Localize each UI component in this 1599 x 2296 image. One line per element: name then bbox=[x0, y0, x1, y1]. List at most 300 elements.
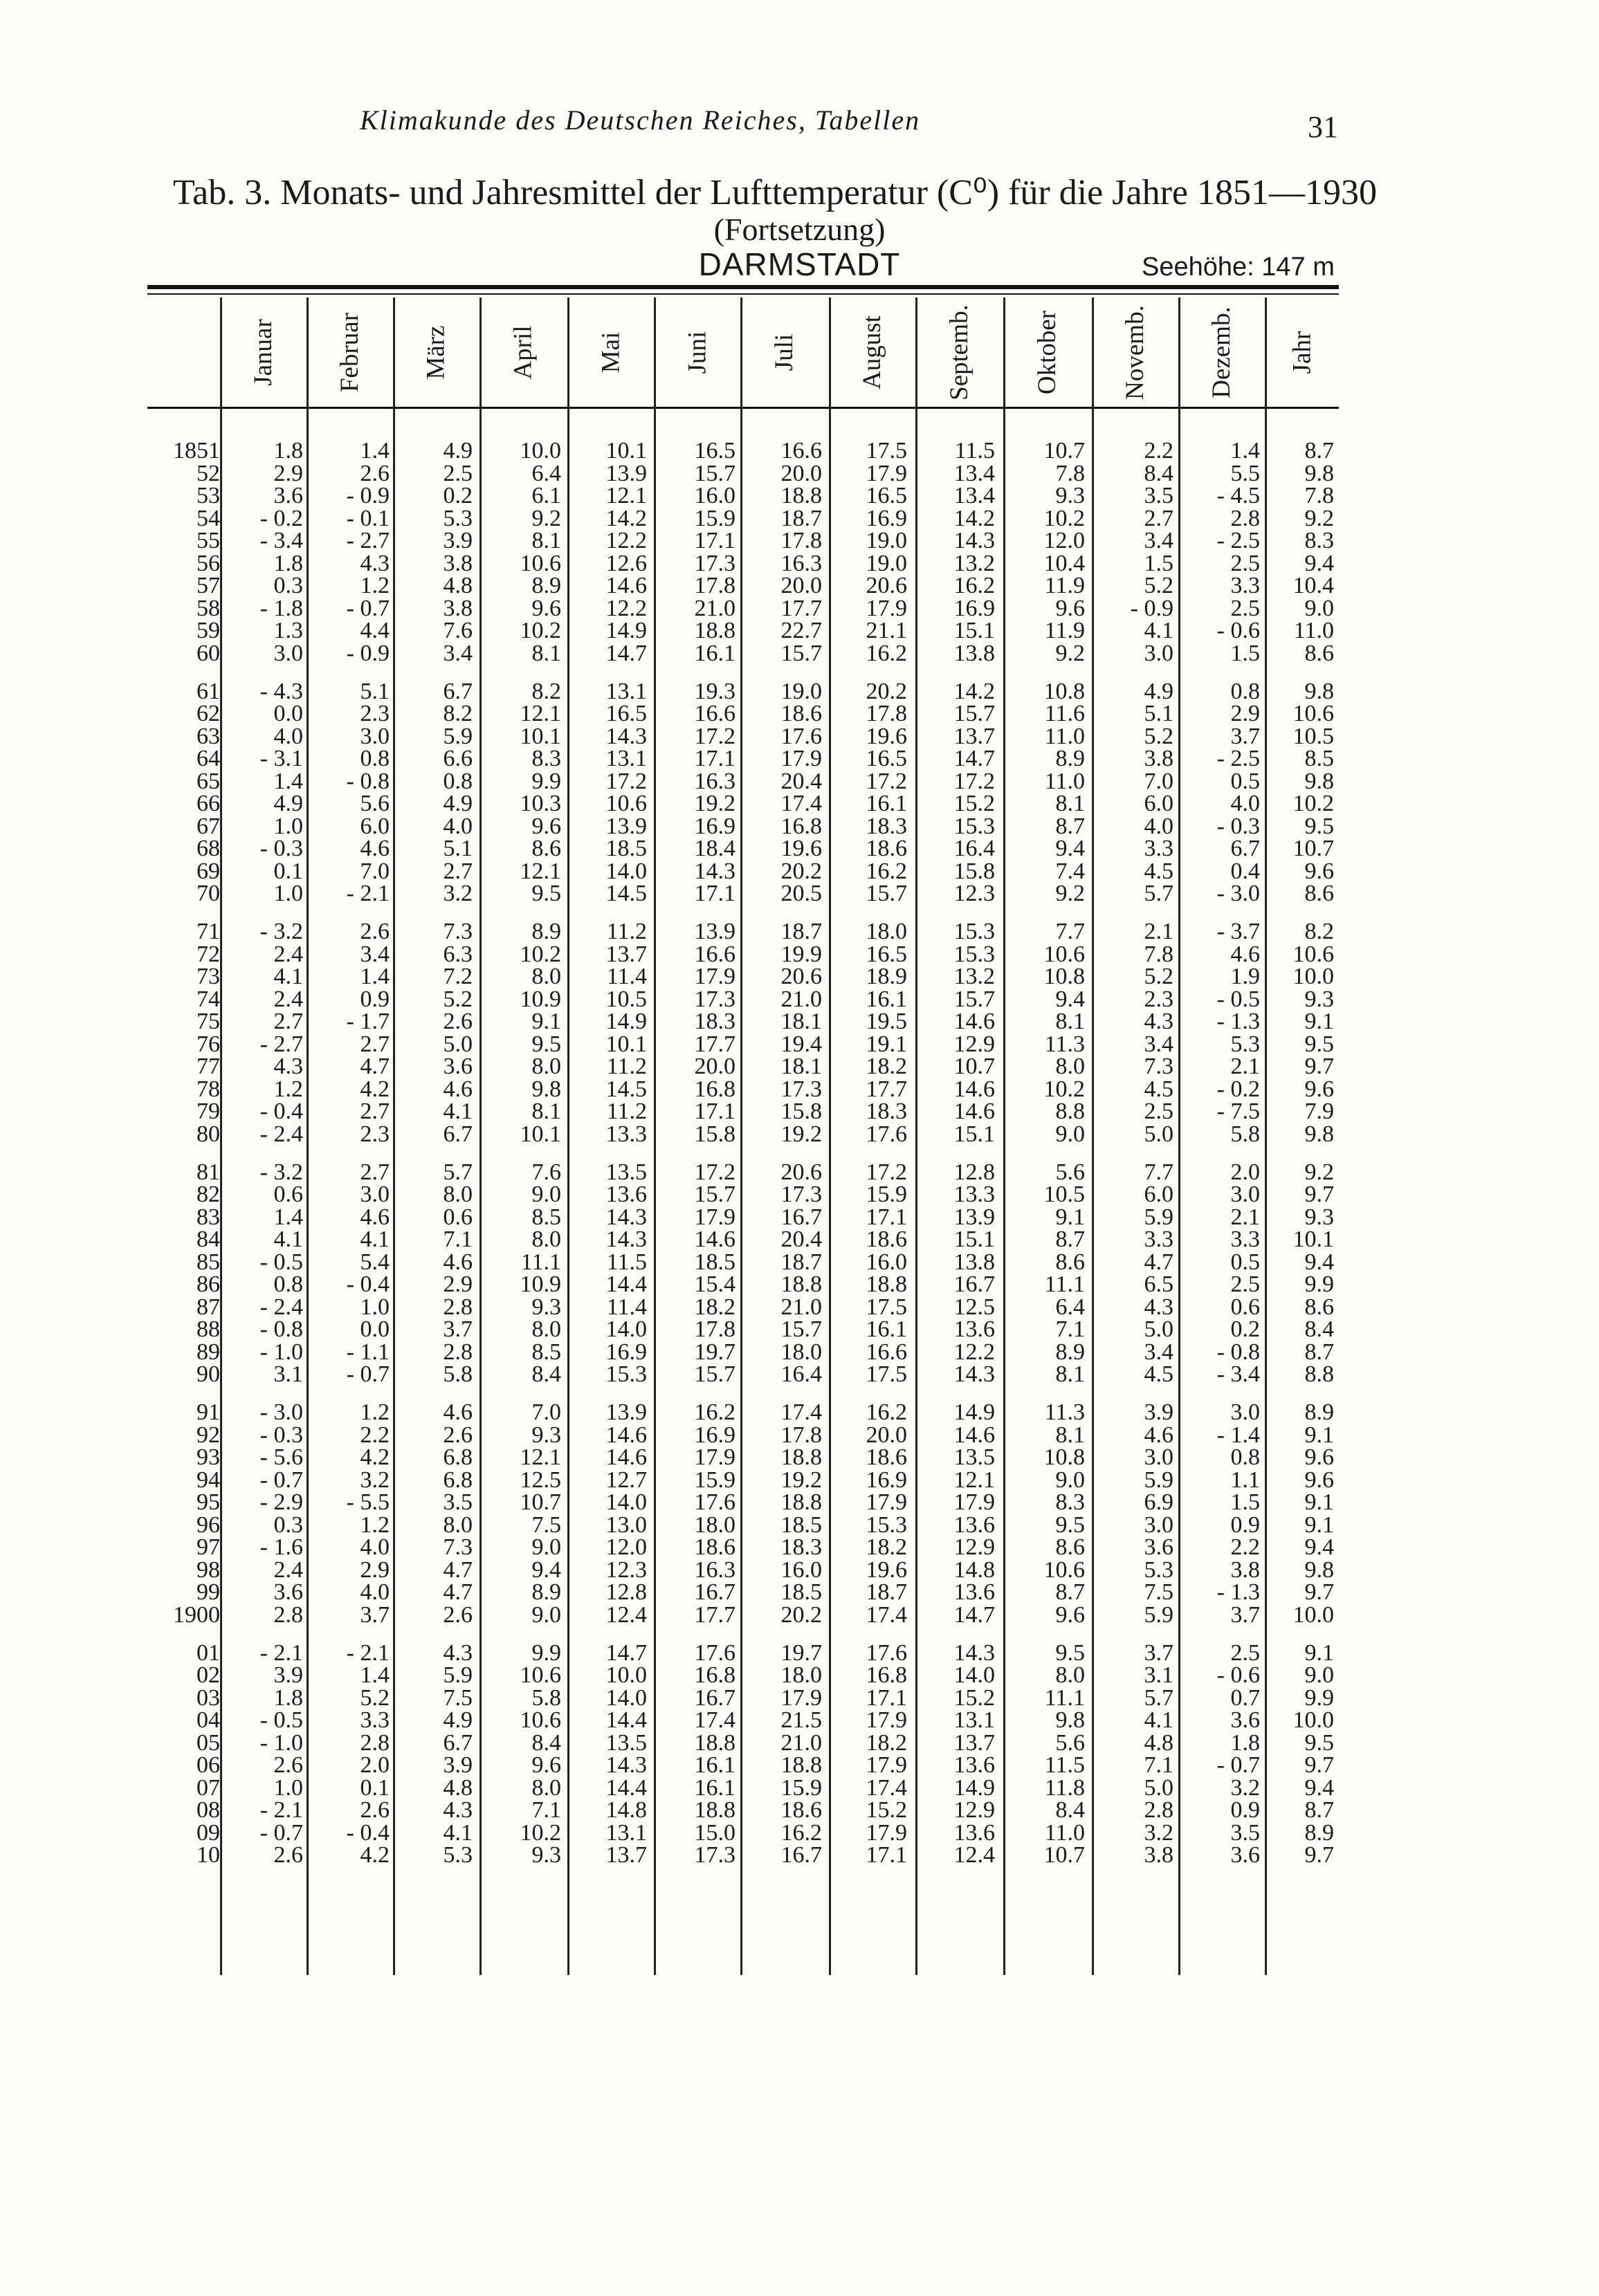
table-cell: 18.3 bbox=[780, 1534, 822, 1561]
table-cell: 9.1 bbox=[1304, 1009, 1334, 1035]
table-cell: 9.8 bbox=[1304, 460, 1334, 486]
table-cell: 1.0 bbox=[360, 1294, 390, 1320]
table-cell: 2.0 bbox=[1230, 1159, 1260, 1185]
table-cell: 18.8 bbox=[780, 483, 822, 509]
table-cell: 4.3 bbox=[1144, 1294, 1173, 1320]
table-cell: 10.9 bbox=[520, 986, 561, 1012]
table-cell: 5.6 bbox=[1055, 1729, 1085, 1756]
table-cell: 4.3 bbox=[443, 1640, 473, 1666]
table-cell: 8.2 bbox=[531, 678, 561, 704]
table-cell: 13.2 bbox=[953, 964, 995, 990]
table-cell: 3.8 bbox=[443, 550, 473, 576]
table-cell: 10.9 bbox=[520, 1271, 561, 1298]
table-cell: 3.3 bbox=[1144, 836, 1173, 862]
table-cell: 6.8 bbox=[443, 1467, 473, 1493]
table-cell: 19.5 bbox=[866, 1009, 907, 1035]
table-cell: 18.7 bbox=[780, 505, 822, 531]
table-cell: 8.4 bbox=[1055, 1797, 1085, 1824]
table-cell: - 2.1 bbox=[259, 1797, 303, 1824]
table-cell: 7.5 bbox=[1144, 1579, 1173, 1606]
table-cell: 10.5 bbox=[1043, 1182, 1085, 1208]
table-cell: 14.5 bbox=[605, 881, 647, 907]
table-cell: 11.4 bbox=[606, 1294, 647, 1320]
table-cell: 5.7 bbox=[1144, 1684, 1173, 1711]
table-cell: 7.6 bbox=[443, 618, 473, 644]
table-cell: 15.3 bbox=[953, 941, 995, 967]
table-cell: 3.5 bbox=[1144, 483, 1173, 509]
table-cell: 0.8 bbox=[1230, 678, 1260, 704]
table-row bbox=[147, 440, 1339, 462]
table-cell: 3.5 bbox=[443, 1489, 473, 1516]
table-cell: 4.3 bbox=[273, 1054, 303, 1080]
table-cell: 6.0 bbox=[1144, 791, 1173, 817]
table-cell: 2.5 bbox=[1230, 595, 1260, 621]
table-cell: 12.6 bbox=[605, 550, 647, 576]
table-cell: 4.9 bbox=[273, 791, 303, 817]
table-cell: 7.1 bbox=[531, 1797, 561, 1824]
table-cell: 11.5 bbox=[1044, 1752, 1085, 1779]
table-row bbox=[147, 1844, 1339, 1866]
table-cell: 4.6 bbox=[1144, 1422, 1173, 1448]
year-label: 65 bbox=[197, 768, 220, 794]
table-cell: 6.5 bbox=[1144, 1271, 1173, 1298]
table-cell: 11.2 bbox=[606, 1099, 647, 1125]
table-cell: 7.8 bbox=[1304, 483, 1334, 509]
table-cell: 2.6 bbox=[443, 1601, 473, 1628]
table-cell: 10.6 bbox=[1043, 1556, 1085, 1583]
table-cell: 4.4 bbox=[360, 618, 390, 644]
table-cell: 12.0 bbox=[1043, 528, 1085, 554]
table-cell: 13.6 bbox=[953, 1512, 995, 1538]
table-cell: 17.1 bbox=[694, 746, 735, 772]
table-cell: 2.3 bbox=[1144, 986, 1173, 1012]
table-cell: 13.9 bbox=[953, 1204, 995, 1230]
table-cell: 4.3 bbox=[1144, 1009, 1173, 1035]
table-cell: 10.7 bbox=[1292, 836, 1334, 862]
table-row bbox=[147, 768, 1339, 794]
table-cell: - 0.8 bbox=[259, 1316, 303, 1343]
table-cell: 14.3 bbox=[605, 1204, 647, 1230]
table-cell: - 0.9 bbox=[1130, 595, 1173, 621]
table-cell: - 0.9 bbox=[346, 483, 390, 509]
table-cell: 4.6 bbox=[443, 1076, 473, 1102]
table-cell: 17.6 bbox=[780, 723, 822, 749]
table-cell: 1.8 bbox=[273, 1684, 303, 1711]
table-cell: 9.7 bbox=[1304, 1842, 1334, 1868]
table-cell: 8.1 bbox=[1055, 1009, 1085, 1035]
table-cell: 20.5 bbox=[780, 881, 822, 907]
table-cell: 1.2 bbox=[360, 573, 390, 599]
table-cell: 17.8 bbox=[694, 573, 735, 599]
table-cell: - 1.3 bbox=[1216, 1579, 1260, 1606]
table-cell: 8.9 bbox=[531, 1579, 561, 1606]
table-cell: 5.9 bbox=[443, 1662, 473, 1689]
table-cell: 12.2 bbox=[605, 595, 647, 621]
table-cell: - 0.2 bbox=[1216, 1076, 1260, 1102]
table-row bbox=[147, 883, 1339, 905]
table-cell: 4.6 bbox=[1230, 941, 1260, 967]
table-cell: 9.6 bbox=[1055, 1601, 1085, 1628]
table-cell: 11.5 bbox=[954, 438, 995, 463]
table-row bbox=[147, 485, 1339, 507]
table-row bbox=[147, 703, 1339, 725]
table-cell: 16.4 bbox=[780, 1361, 822, 1388]
column-header bbox=[654, 297, 740, 407]
table-cell: 15.2 bbox=[866, 1797, 907, 1824]
year-label: 79 bbox=[197, 1099, 220, 1125]
table-cell: 19.4 bbox=[780, 1031, 822, 1057]
table-cell: 17.3 bbox=[694, 986, 735, 1012]
table-cell: 8.0 bbox=[1055, 1662, 1085, 1689]
table-cell: 5.2 bbox=[1144, 573, 1173, 599]
table-cell: 12.3 bbox=[953, 881, 995, 907]
table-cell: 14.9 bbox=[605, 1009, 647, 1035]
table-cell: 4.6 bbox=[443, 1399, 473, 1425]
year-label: 55 bbox=[197, 528, 220, 554]
table-cell: 2.8 bbox=[1230, 505, 1260, 531]
table-row bbox=[147, 1514, 1339, 1536]
table-cell: 3.4 bbox=[1144, 528, 1173, 554]
table-cell: 17.9 bbox=[866, 460, 907, 486]
table-cell: 13.0 bbox=[605, 1512, 647, 1538]
table-cell: 16.7 bbox=[694, 1579, 735, 1606]
table-cell: 0.6 bbox=[443, 1204, 473, 1230]
table-cell: 0.2 bbox=[443, 483, 473, 509]
table-cell: 14.9 bbox=[953, 1774, 995, 1801]
table-cell: - 2.1 bbox=[346, 1640, 390, 1666]
table-cell: 5.0 bbox=[443, 1031, 473, 1057]
table-row bbox=[147, 505, 1339, 531]
table-cell: 2.7 bbox=[360, 1099, 390, 1125]
table-cell: 6.6 bbox=[443, 746, 473, 772]
table-cell: 13.1 bbox=[605, 746, 647, 772]
table-cell: 11.8 bbox=[1044, 1774, 1085, 1801]
table-cell: 11.9 bbox=[1044, 618, 1085, 644]
table-cell: 8.9 bbox=[1304, 1399, 1334, 1425]
table-cell: 14.7 bbox=[605, 640, 647, 666]
table-cell: 13.5 bbox=[605, 1729, 647, 1756]
table-cell: 18.1 bbox=[780, 1054, 822, 1080]
table-cell: 2.8 bbox=[1144, 1797, 1173, 1824]
table-row bbox=[147, 1251, 1339, 1274]
table-cell: - 0.7 bbox=[346, 1361, 390, 1388]
table-cell: 8.0 bbox=[1055, 1054, 1085, 1080]
table-cell: 19.9 bbox=[780, 941, 822, 967]
table-cell: 15.3 bbox=[953, 813, 995, 839]
table-cell: 12.8 bbox=[953, 1159, 995, 1185]
table-cell: 9.6 bbox=[1304, 1076, 1334, 1102]
table-cell: 17.9 bbox=[780, 1684, 822, 1711]
table-cell: 7.5 bbox=[443, 1684, 473, 1711]
table-cell: - 5.5 bbox=[346, 1489, 390, 1516]
table-cell: 10.2 bbox=[1292, 791, 1334, 817]
table-cell: 3.3 bbox=[1230, 573, 1260, 599]
table-cell: 14.0 bbox=[605, 858, 647, 884]
table-cell: 11.0 bbox=[1293, 618, 1334, 644]
table-cell: 4.8 bbox=[443, 1774, 473, 1801]
table-cell: - 3.1 bbox=[259, 746, 303, 772]
table-cell: 16.6 bbox=[694, 941, 735, 967]
table-cell: 10.0 bbox=[520, 438, 561, 463]
table-cell: 9.6 bbox=[531, 813, 561, 839]
table-cell: 4.7 bbox=[1144, 1249, 1173, 1275]
table-cell: 2.8 bbox=[360, 1729, 390, 1756]
table-cell: 1.0 bbox=[273, 1774, 303, 1801]
table-cell: 10.0 bbox=[605, 1662, 647, 1689]
table-cell: 0.4 bbox=[1230, 858, 1260, 884]
table-cell: 9.2 bbox=[1304, 1159, 1334, 1185]
table-cell: 9.0 bbox=[531, 1182, 561, 1208]
table-cell: 13.1 bbox=[605, 678, 647, 704]
table-cell: 8.7 bbox=[1304, 1339, 1334, 1365]
table-cell: 19.6 bbox=[866, 723, 907, 749]
year-label: 1900 bbox=[173, 1601, 220, 1628]
table-row bbox=[147, 1031, 1339, 1057]
table-cell: 16.7 bbox=[694, 1684, 735, 1711]
table-cell: 12.1 bbox=[520, 1444, 561, 1471]
table-cell: 11.0 bbox=[1044, 768, 1085, 794]
year-label: 64 bbox=[197, 746, 220, 772]
table-cell: 0.9 bbox=[1230, 1512, 1260, 1538]
table-cell: 16.0 bbox=[694, 483, 735, 509]
table-cell: 4.5 bbox=[1144, 1076, 1173, 1102]
table-row bbox=[147, 1399, 1339, 1425]
table-cell: 4.7 bbox=[360, 1054, 390, 1080]
table-cell: 15.8 bbox=[694, 1121, 735, 1147]
table-cell: 15.9 bbox=[866, 1182, 907, 1208]
table-cell: 9.5 bbox=[1304, 813, 1334, 839]
table-cell: 9.1 bbox=[1304, 1512, 1334, 1538]
table-cell: 4.8 bbox=[443, 573, 473, 599]
table-cell: 2.5 bbox=[1230, 550, 1260, 576]
table-cell: 18.8 bbox=[780, 1489, 822, 1516]
table-cell: 16.8 bbox=[694, 1662, 735, 1689]
year-label: 73 bbox=[197, 964, 220, 990]
table-cell: 13.8 bbox=[953, 1249, 995, 1275]
table-cell: - 0.7 bbox=[259, 1819, 303, 1846]
table-cell: 19.1 bbox=[866, 1031, 907, 1057]
table-cell: 16.0 bbox=[866, 1249, 907, 1275]
table-cell: 3.0 bbox=[273, 640, 303, 666]
table-cell: 2.4 bbox=[273, 941, 303, 967]
table-cell: 14.6 bbox=[605, 573, 647, 599]
year-label: 99 bbox=[197, 1579, 220, 1606]
year-label: 69 bbox=[197, 858, 220, 884]
table-cell: - 0.7 bbox=[259, 1467, 303, 1493]
table-cell: - 4.5 bbox=[1216, 483, 1260, 509]
table-cell: 16.5 bbox=[605, 701, 647, 727]
table-cell: 11.1 bbox=[520, 1249, 561, 1275]
table-cell: 13.3 bbox=[605, 1121, 647, 1147]
table-cell: 7.9 bbox=[1304, 1099, 1334, 1125]
table-cell: 4.0 bbox=[360, 1579, 390, 1606]
table-cell: 11.3 bbox=[1044, 1399, 1085, 1425]
table-cell: 8.0 bbox=[531, 1227, 561, 1253]
table-cell: 6.7 bbox=[1230, 836, 1260, 862]
table-row bbox=[147, 1424, 1339, 1447]
table-cell: - 0.6 bbox=[1216, 1662, 1260, 1689]
table-cell: 9.6 bbox=[1304, 1444, 1334, 1471]
table-cell: - 2.5 bbox=[1216, 528, 1260, 554]
table-cell: 12.1 bbox=[605, 483, 647, 509]
table-cell: 13.7 bbox=[605, 941, 647, 967]
table-cell: 14.0 bbox=[953, 1662, 995, 1689]
table-cell: 17.7 bbox=[866, 1076, 907, 1102]
table-cell: 12.2 bbox=[605, 528, 647, 554]
table-cell: 16.3 bbox=[694, 768, 735, 794]
table-cell: 9.8 bbox=[1304, 768, 1334, 794]
table-cell: 18.2 bbox=[866, 1729, 907, 1756]
column-header bbox=[567, 297, 654, 407]
table-cell: 17.3 bbox=[694, 1842, 735, 1868]
table-cell: 14.3 bbox=[694, 858, 735, 884]
table-cell: 1.8 bbox=[273, 438, 303, 463]
running-title: Klimakunde des Deutschen Reiches, Tabellen bbox=[360, 104, 921, 136]
table-cell: 0.9 bbox=[1230, 1797, 1260, 1824]
table-cell: 16.1 bbox=[866, 791, 907, 817]
column-header-label: Februar bbox=[335, 312, 364, 392]
column-header-label: Septemb. bbox=[945, 304, 974, 401]
table-cell: 8.0 bbox=[443, 1182, 473, 1208]
table-cell: 17.4 bbox=[866, 1774, 907, 1801]
table-cell: 9.9 bbox=[1304, 1684, 1334, 1711]
table-cell: 12.1 bbox=[953, 1467, 995, 1493]
table-cell: 5.0 bbox=[1144, 1774, 1173, 1801]
table-cell: 10.1 bbox=[605, 1031, 647, 1057]
table-cell: 10.7 bbox=[520, 1489, 561, 1516]
table-cell: 14.0 bbox=[605, 1316, 647, 1343]
table-cell: 15.3 bbox=[866, 1512, 907, 1538]
table-cell: 3.6 bbox=[273, 1579, 303, 1606]
table-cell: 19.2 bbox=[780, 1121, 822, 1147]
table-cell: 8.6 bbox=[531, 836, 561, 862]
table-cell: 14.3 bbox=[605, 723, 647, 749]
table-cell: 9.3 bbox=[531, 1294, 561, 1320]
table-cell: 15.8 bbox=[780, 1099, 822, 1125]
table-cell: 9.0 bbox=[1055, 1467, 1085, 1493]
table-cell: 16.2 bbox=[866, 1399, 907, 1425]
table-cell: 1.4 bbox=[273, 1204, 303, 1230]
table-cell: 10.0 bbox=[1292, 964, 1334, 990]
table-cell: 20.0 bbox=[780, 573, 822, 599]
year-label: 53 bbox=[197, 483, 220, 509]
table-cell: 8.7 bbox=[1055, 1227, 1085, 1253]
table-cell: 7.0 bbox=[360, 858, 390, 884]
table-cell: 18.6 bbox=[694, 1534, 735, 1561]
table-subtitle: (Fortsetzung) bbox=[713, 212, 886, 247]
table-cell: 10.2 bbox=[520, 1819, 561, 1846]
table-cell: 11.3 bbox=[1044, 1031, 1085, 1057]
table-row bbox=[147, 1536, 1339, 1559]
table-cell: 17.7 bbox=[694, 1601, 735, 1628]
table-cell: 14.2 bbox=[953, 505, 995, 531]
table-cell: 7.3 bbox=[443, 1534, 473, 1561]
table-cell: - 2.5 bbox=[1216, 746, 1260, 772]
year-label: 86 bbox=[197, 1271, 220, 1298]
table-cell: 17.2 bbox=[866, 1159, 907, 1185]
table-cell: 3.0 bbox=[360, 1182, 390, 1208]
year-label: 94 bbox=[197, 1467, 220, 1493]
table-row bbox=[147, 1271, 1339, 1298]
column-header-label: Januar bbox=[248, 318, 277, 386]
table-cell: 4.9 bbox=[1144, 678, 1173, 704]
table-cell: 18.2 bbox=[866, 1054, 907, 1080]
table-cell: 19.0 bbox=[866, 550, 907, 576]
table-cell: 11.1 bbox=[1044, 1271, 1085, 1298]
table-cell: 2.2 bbox=[1230, 1534, 1260, 1561]
table-cell: 9.2 bbox=[531, 505, 561, 531]
table-cell: 8.8 bbox=[1304, 1361, 1334, 1388]
table-cell: 11.5 bbox=[606, 1249, 647, 1275]
table-cell: 9.5 bbox=[1055, 1640, 1085, 1666]
year-label: 87 bbox=[197, 1294, 220, 1320]
table-cell: 17.8 bbox=[780, 1422, 822, 1448]
table-cell: 4.0 bbox=[1230, 791, 1260, 817]
table-cell: 18.7 bbox=[866, 1579, 907, 1606]
table-cell: 10.1 bbox=[520, 1121, 561, 1147]
table-cell: 1.0 bbox=[273, 813, 303, 839]
table-cell: 3.0 bbox=[1144, 640, 1173, 666]
table-cell: 2.8 bbox=[443, 1339, 473, 1365]
year-label: 56 bbox=[197, 550, 220, 576]
table-cell: 1.4 bbox=[273, 768, 303, 794]
table-cell: 4.5 bbox=[1144, 858, 1173, 884]
table-row bbox=[147, 1819, 1339, 1846]
table-cell: 10.5 bbox=[1292, 723, 1334, 749]
year-label: 85 bbox=[197, 1249, 220, 1275]
table-cell: 9.4 bbox=[1304, 550, 1334, 576]
table-cell: 2.5 bbox=[1144, 1099, 1173, 1125]
table-cell: 9.4 bbox=[1055, 836, 1085, 862]
table-cell: 5.2 bbox=[443, 986, 473, 1012]
table-cell: 17.9 bbox=[866, 1707, 907, 1734]
table-row bbox=[147, 1363, 1339, 1386]
table-cell: 18.8 bbox=[780, 1271, 822, 1298]
table-cell: 21.5 bbox=[780, 1707, 822, 1734]
table-cell: 4.7 bbox=[443, 1556, 473, 1583]
table-cell: 4.0 bbox=[443, 813, 473, 839]
table-cell: 9.2 bbox=[1055, 881, 1085, 907]
table-cell: 20.2 bbox=[780, 1601, 822, 1628]
table-cell: 13.6 bbox=[953, 1819, 995, 1846]
table-cell: 14.3 bbox=[953, 1640, 995, 1666]
table-cell: 16.9 bbox=[694, 1422, 735, 1448]
table-cell: 5.8 bbox=[443, 1361, 473, 1388]
table-cell: 1.8 bbox=[273, 550, 303, 576]
table-cell: 8.2 bbox=[443, 701, 473, 727]
table-cell: 21.0 bbox=[780, 1294, 822, 1320]
table-cell: - 0.5 bbox=[259, 1707, 303, 1734]
table-cell: 10.6 bbox=[1292, 941, 1334, 967]
table-cell: 13.1 bbox=[953, 1707, 995, 1734]
table-cell: 16.1 bbox=[694, 640, 735, 666]
table-cell: 16.1 bbox=[694, 1752, 735, 1779]
table-cell: 3.0 bbox=[1230, 1182, 1260, 1208]
table-cell: 2.6 bbox=[360, 460, 390, 486]
table-cell: 8.5 bbox=[531, 1204, 561, 1230]
column-header-label: August bbox=[858, 315, 886, 389]
table-cell: 8.1 bbox=[1055, 1422, 1085, 1448]
table-cell: 17.9 bbox=[866, 1752, 907, 1779]
table-cell: - 1.6 bbox=[259, 1534, 303, 1561]
table-cell: 2.9 bbox=[443, 1271, 473, 1298]
table-cell: 16.7 bbox=[780, 1204, 822, 1230]
table-cell: 4.9 bbox=[443, 1707, 473, 1734]
table-cell: 17.1 bbox=[866, 1204, 907, 1230]
table-cell: 20.0 bbox=[866, 1422, 907, 1448]
table-cell: 8.5 bbox=[1304, 746, 1334, 772]
table-cell: 1.4 bbox=[360, 438, 390, 463]
